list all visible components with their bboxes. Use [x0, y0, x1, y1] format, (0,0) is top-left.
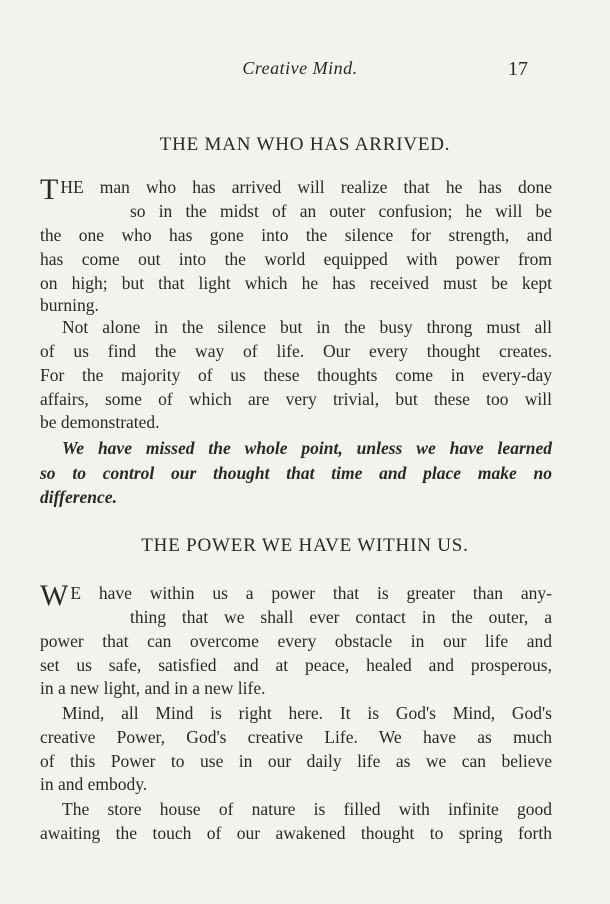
text-line: so in the midst of an outer confusion; he will be — [130, 201, 552, 221]
text-line: set us safe, satisfied and at peace, healed and prosperous, — [40, 655, 552, 675]
text-line: Not alone in the silence but in the busy throng must all — [62, 317, 552, 337]
italic-line: We have missed the whole point, unless we have learned — [62, 438, 552, 458]
text-line: awaiting the touch of our awakened thought to spring forth — [40, 823, 552, 843]
text-line: be demonstrated. — [40, 412, 160, 432]
text-line: For the majority of us these thoughts come in every-day — [40, 365, 552, 385]
text-line: of us find the way of life. Our every thought creates. — [40, 341, 552, 361]
text-line: thing that we shall ever contact in the outer, a — [130, 607, 552, 627]
section-heading: THE POWER WE HAVE WITHIN US. — [141, 535, 469, 556]
text-line: in and embody. — [40, 774, 148, 794]
text-line: burning. — [40, 295, 99, 315]
text-line: has come out into the world equipped with power from — [40, 249, 552, 269]
running-title: Creative Mind. — [242, 58, 358, 78]
drop-cap: T — [40, 173, 59, 206]
italic-line: difference. — [40, 487, 117, 507]
text-line: Mind, all Mind is right here. It is God's Mind, God's — [62, 703, 552, 723]
text-line: T HE man who has arrived will realize that he has done — [40, 173, 552, 206]
text-line: of this Power to use in our daily life as we can believe — [40, 751, 552, 771]
text-line: the one who has gone into the silence for strength, and — [40, 225, 552, 245]
italic-line: so to control our thought that time and place make no — [40, 463, 552, 483]
text-line: W E have within us a power that is greater than any- — [40, 579, 552, 612]
page-number: 17 — [508, 58, 528, 80]
text-line: affairs, some of which are very trivial, but these too will — [40, 389, 552, 409]
section-heading: THE MAN WHO HAS ARRIVED. — [159, 134, 451, 155]
text-line: creative Power, God's creative Life. We have as much — [40, 727, 552, 747]
text-line: power that can overcome every obstacle in our life and — [40, 631, 552, 651]
text-line: The store house of nature is filled with infinite good — [62, 799, 552, 819]
text-line: in a new light, and in a new life. — [40, 678, 266, 698]
drop-cap: W — [40, 579, 69, 612]
text-line: on high; but that light which he has received must be kept — [40, 273, 552, 293]
